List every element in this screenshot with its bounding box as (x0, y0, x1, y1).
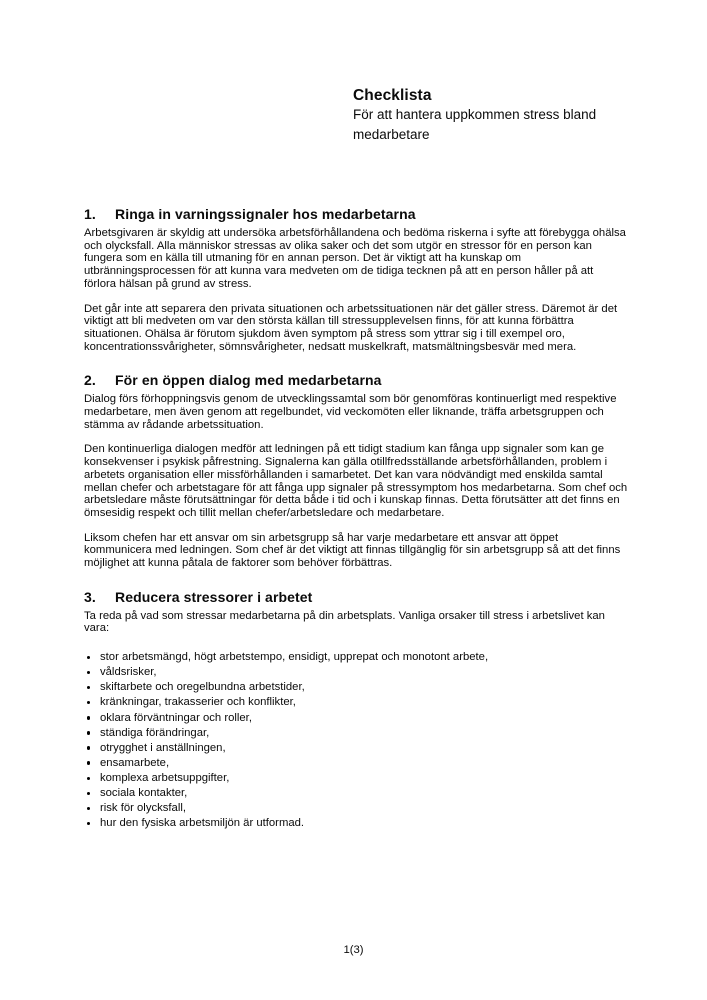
section-2 (84, 373, 628, 569)
section-heading (84, 373, 628, 388)
bullet-item: risk för olycksfall, (84, 802, 628, 815)
bullet-list (84, 651, 628, 830)
paragraph: Dialog förs förhoppningsvis genom de utvecklingssamtal som bör genomföras kontinuerligt med respektive medarbetare, men även genom att regelbundet, vid veckomöten eller liknande, träffa arbetsgruppen och stämma av rådande arbetssituation. (84, 393, 617, 431)
bullet-item: ensamarbete, (84, 757, 628, 770)
section-heading (84, 590, 628, 605)
bullet-item: komplexa arbetsuppgifter, (84, 772, 628, 785)
paragraph: Liksom chefen har ett ansvar om sin arbetsgrupp så har varje medarbetare ett ansvar att öppet kommunicera med ledningen. Som chef är det viktigt att finnas tillgänglig för sin arbetsgrupp så att det finns möjlighet att kunna påtala de faktorer som behöver förbättras. (84, 531, 621, 570)
bullet-item: våldsrisker, (84, 666, 628, 679)
page-number: 1(3) (343, 944, 364, 956)
bullet-item: stor arbetsmängd, högt arbetstempo, ensidigt, upprepat och monotont arbete, (84, 651, 628, 664)
section-number: 3. (84, 588, 96, 605)
section-heading-text: Ringa in varningssignaler hos medarbetarna (115, 206, 416, 222)
paragraph: Det går inte att separera den privata situationen och arbetssituationen när det gäller stress. Däremot är det viktigt att bli medveten om var den största källan till stressupplevelsen finns, för att kunna förbättra situationen. Ohälsa är förutom sjukdom även symptom på stress som yttrar sig i till exempel oro, koncentrationssvårigheter, sömnsvårigheter, nedsatt muskelkraft, matsmältningsbesvär med mera. (84, 302, 618, 353)
bullet-item: skiftarbete och oregelbundna arbetstider, (84, 681, 628, 694)
paragraph: Ta reda på vad som stressar medarbetarna på din arbetsplats. Vanliga orsaker till stress i arbetslivet kan vara: (84, 609, 605, 635)
doc-title: Checklista (353, 87, 432, 104)
bullet-item: hur den fysiska arbetsmiljön är utformad. (84, 817, 628, 830)
bullet-item: kränkningar, trakasserier och konflikter, (84, 696, 628, 709)
doc-subtitle: För att hantera uppkommen stress bland medarbetare (353, 107, 597, 142)
bullet-item: sociala kontakter, (84, 787, 628, 800)
doc-header (353, 87, 639, 145)
section-heading-text: För en öppen dialog med medarbetarna (115, 372, 382, 389)
bullet-item: ständiga förändringar, (84, 727, 628, 740)
section-heading (84, 207, 628, 222)
paragraph: Den kontinuerliga dialogen medför att ledningen på ett tidigt stadium kan fånga upp signaler som kan ge konsekvenser i psykisk påfrestning. Signalerna kan gälla otillfredsställande arbetsförhållanden, problem i arbetets organisation eller missförhållanden i samarbetet. Det kan vara nödvändigt med enskilda samtal mellan chefer och arbetstagare för att fånga upp signaler på stressymptom hos medarbetarna. Som chef och arbetsledare måste förutsättningar för detta både i tid och i kunskap finnas. Detta förutsätter att det finns en ömsesidig respekt och tillit mellan chefer/arbetsledare och medarbetare. (84, 443, 628, 519)
section-1 (84, 207, 628, 353)
bullet-item: otrygghet i anställningen, (84, 742, 628, 755)
doc-body (84, 207, 628, 832)
section-number: 2. (84, 372, 96, 389)
section-number: 1. (84, 206, 96, 222)
section-3 (84, 590, 628, 830)
section-heading-text: Reducera stressorer i arbetet (115, 588, 313, 605)
paragraph: Arbetsgivaren är skyldig att undersöka arbetsförhållandena och bedöma riskerna i syfte att förebygga ohälsa och olycksfall. Alla människor stressas av olika saker och det som utgör en stressor för en person kan fungera som en källa till utmaning för en annan person. Det är viktigt att ha kunskap om utbränningsprocessen för att kunna vara medveten om de tidiga tecknen på att en person håller på att förlora hälsan på grund av stress. (84, 227, 626, 290)
bullet-item: oklara förväntningar och roller, (84, 712, 628, 725)
